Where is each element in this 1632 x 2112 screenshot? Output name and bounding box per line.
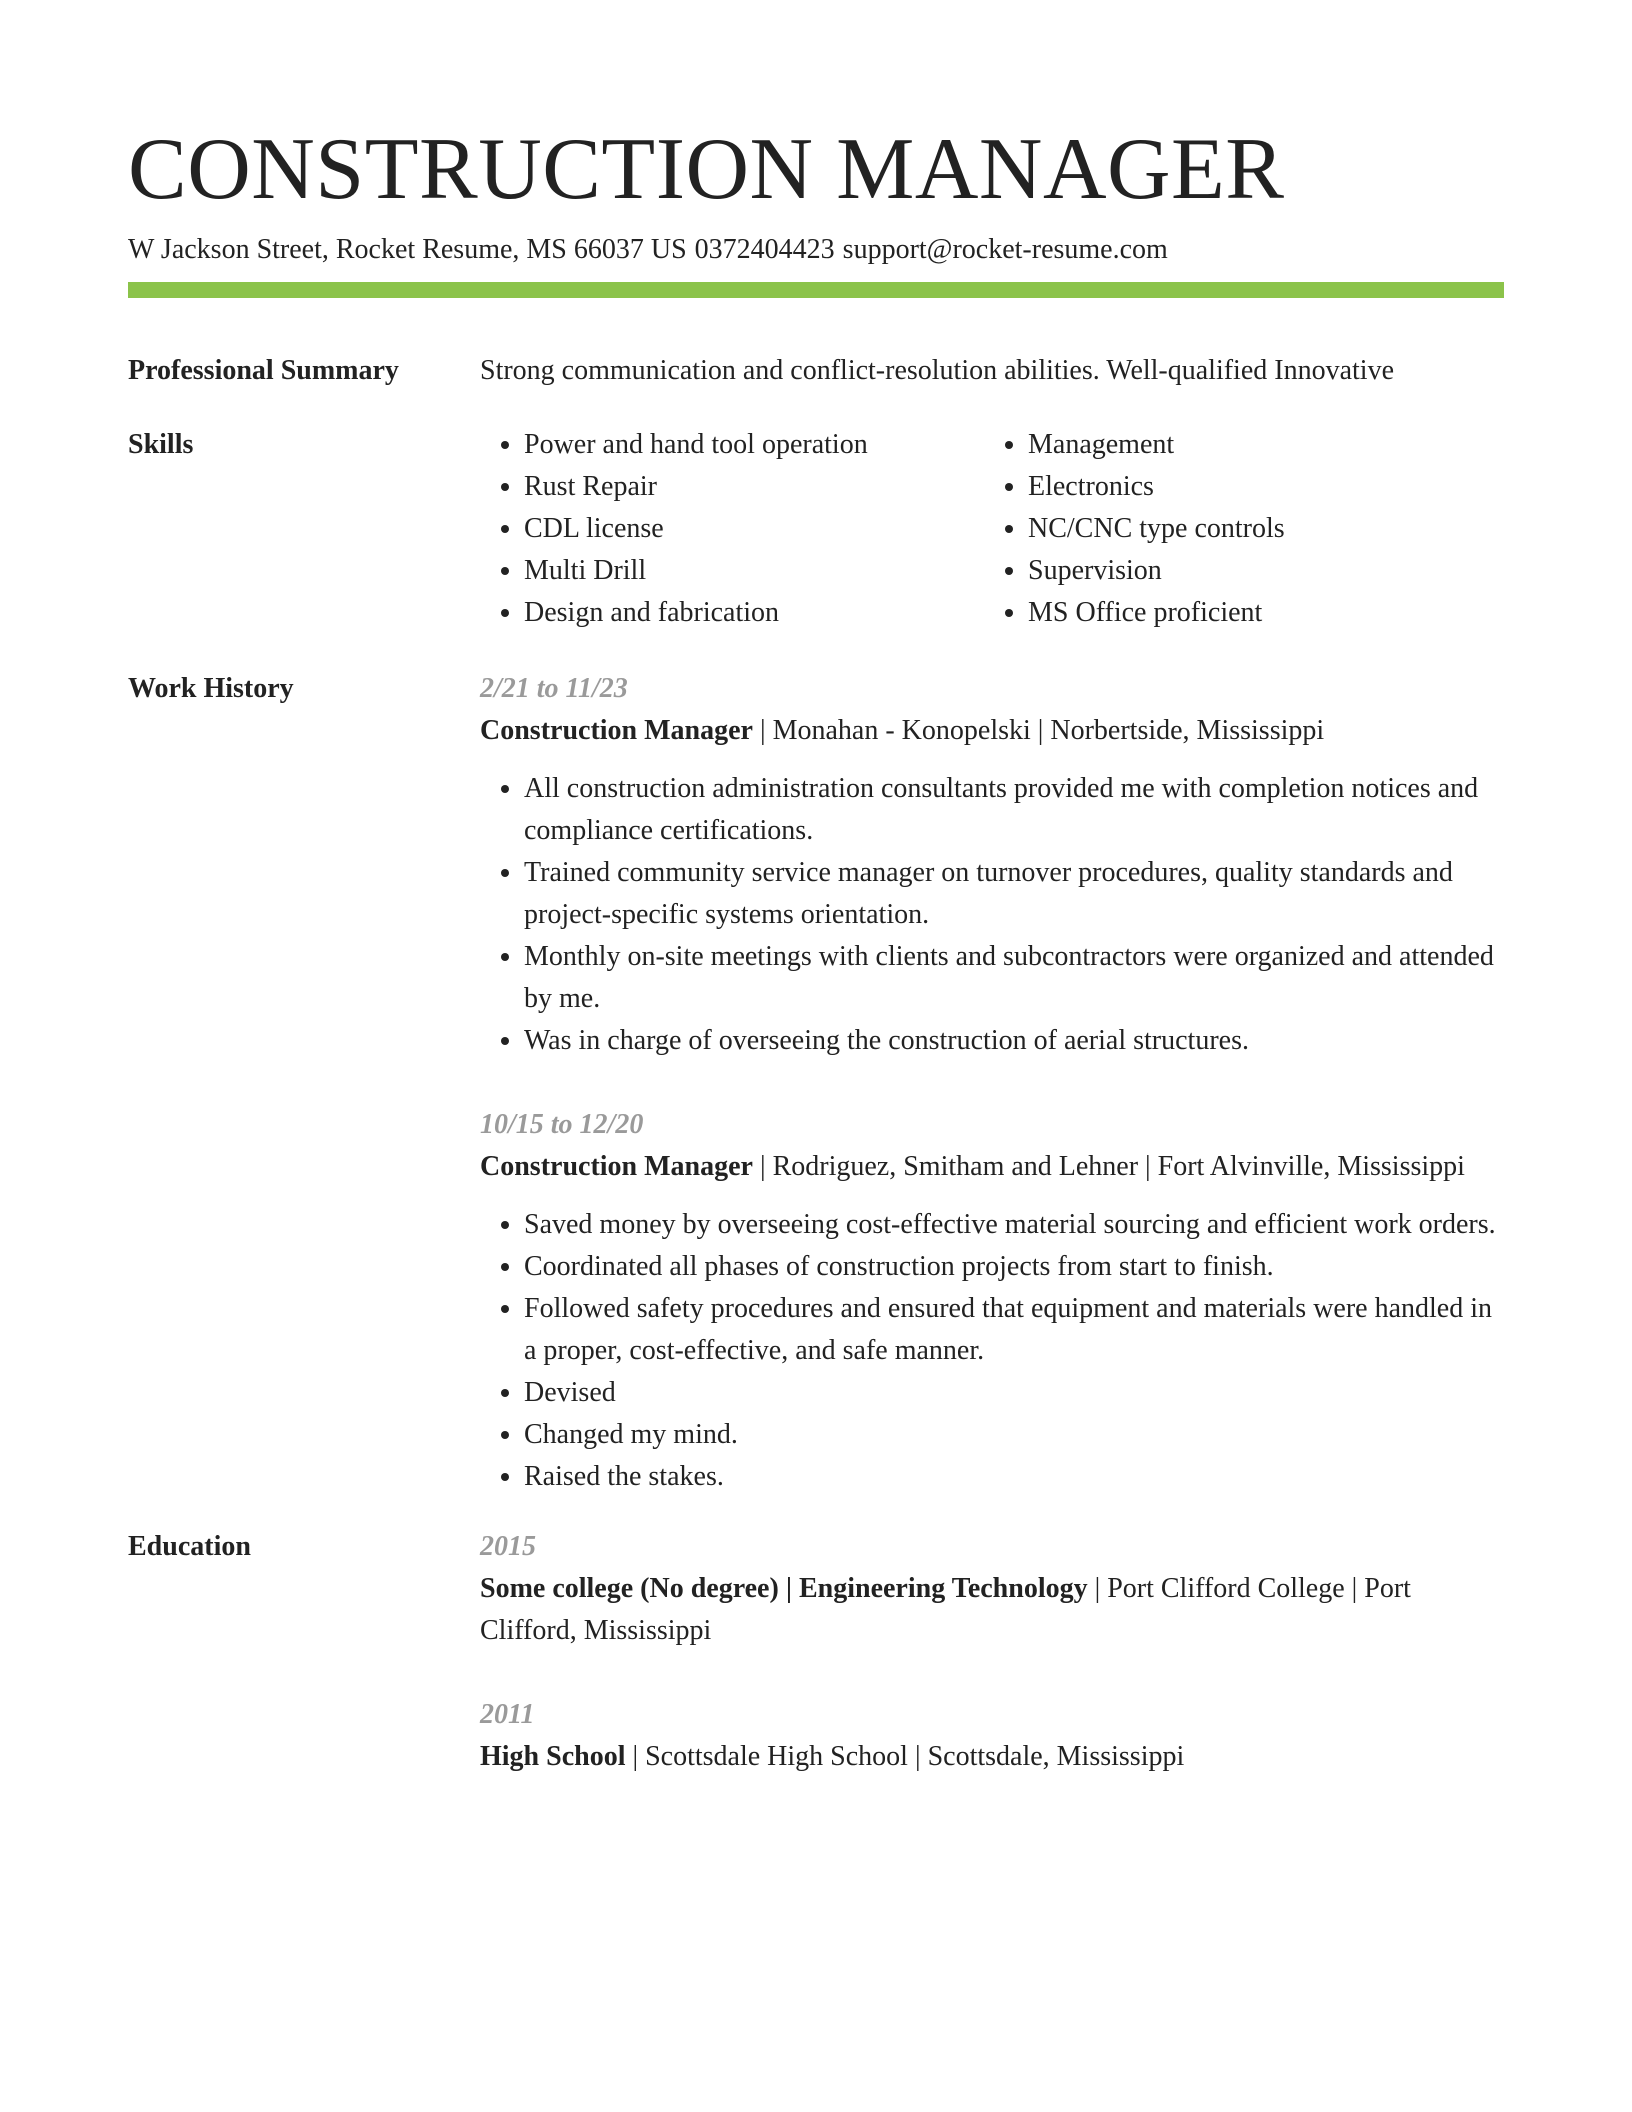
job-heading [480,1146,1504,1188]
skill-item: • Power and hand tool operation [524,424,984,466]
skill-item: • Management [1028,424,1285,466]
job-bullet: • All construction administration consultants provided me with completion notices and compliance certifications. [524,768,1504,852]
education-entries [480,1526,1504,1778]
skill-item: • MS Office proficient [1028,592,1285,634]
section-label-skills: Skills [128,429,194,460]
job-entry [480,668,1504,1062]
education-heading [480,1736,1504,1778]
job-bullets [480,768,1504,1062]
education-heading [480,1568,1504,1652]
job-details: | Rodriguez, Smitham and Lehner | Fort Alvinville, Mississippi [752,1151,1465,1182]
resume-page [128,120,1504,1778]
contact-phone: 0372404423 [694,234,835,265]
work-entries [480,668,1504,1498]
skill-item: • Supervision [1028,550,1285,592]
job-title: Construction Manager [480,715,753,746]
education-section [128,1526,1504,1778]
job-heading [480,710,1504,752]
summary-section [128,350,1504,392]
job-bullet: • Coordinated all phases of construction projects from start to finish. [524,1246,1504,1288]
contact-line [128,230,1504,270]
skill-item: • Multi Drill [524,550,984,592]
job-entry [480,1104,1504,1498]
education-title: Some college (No degree) | Engineering Technology [480,1573,1088,1604]
skills-section [128,424,1504,634]
job-title: Construction Manager [480,1151,753,1182]
section-label-summary: Professional Summary [128,355,399,386]
accent-divider [128,282,1504,298]
job-bullet: • Raised the stakes. [524,1456,1504,1498]
section-label-work: Work History [128,673,294,704]
contact-address: W Jackson Street, Rocket Resume, MS 66037 US [128,234,687,265]
job-bullet: • Trained community service manager on turnover procedures, quality standards and project-specific systems orientation. [524,852,1504,936]
skill-item: • Electronics [1028,466,1285,508]
job-dates: 10/15 to 12/20 [480,1109,644,1140]
skill-item: • Rust Repair [524,466,984,508]
job-bullet: • Devised [524,1372,1504,1414]
skill-item: • NC/CNC type controls [1028,508,1285,550]
work-history-section [128,668,1504,1498]
job-bullets [480,1204,1504,1498]
education-entry [480,1694,1504,1778]
job-details: | Monahan - Konopelski | Norbertside, Mississippi [752,715,1325,746]
skills-columns [480,424,1504,634]
education-year: 2015 [480,1531,536,1562]
job-bullet: • Changed my mind. [524,1414,1504,1456]
job-bullet: • Followed safety procedures and ensured that equipment and materials were handled in a proper, cost-effective, and safe manner. [524,1288,1504,1372]
skill-item: • CDL license [524,508,984,550]
job-bullet: • Monthly on-site meetings with clients and subcontractors were organized and attended by me. [524,936,1504,1020]
education-entry [480,1526,1504,1652]
skills-list-left [480,424,984,634]
education-title: High School [480,1741,626,1772]
job-bullet: • Saved money by overseeing cost-effective material sourcing and efficient work orders. [524,1204,1504,1246]
skills-list-right [984,424,1285,634]
section-label-education: Education [128,1531,251,1562]
summary-text: Strong communication and conflict-resolution abilities. Well-qualified Innovative [480,355,1395,386]
education-year: 2011 [480,1699,535,1730]
job-bullet: • Was in charge of overseeing the construction of aerial structures. [524,1020,1504,1062]
candidate-name: CONSTRUCTION MANAGER [128,121,1285,218]
contact-email: support@rocket-resume.com [842,234,1168,265]
education-details: | Port Clifford College | Port Clifford, Mississippi [480,1573,1411,1646]
job-dates: 2/21 to 11/23 [480,673,628,704]
education-details: | Scottsdale High School | Scottsdale, Mississippi [625,1741,1185,1772]
skill-item: • Design and fabrication [524,592,984,634]
